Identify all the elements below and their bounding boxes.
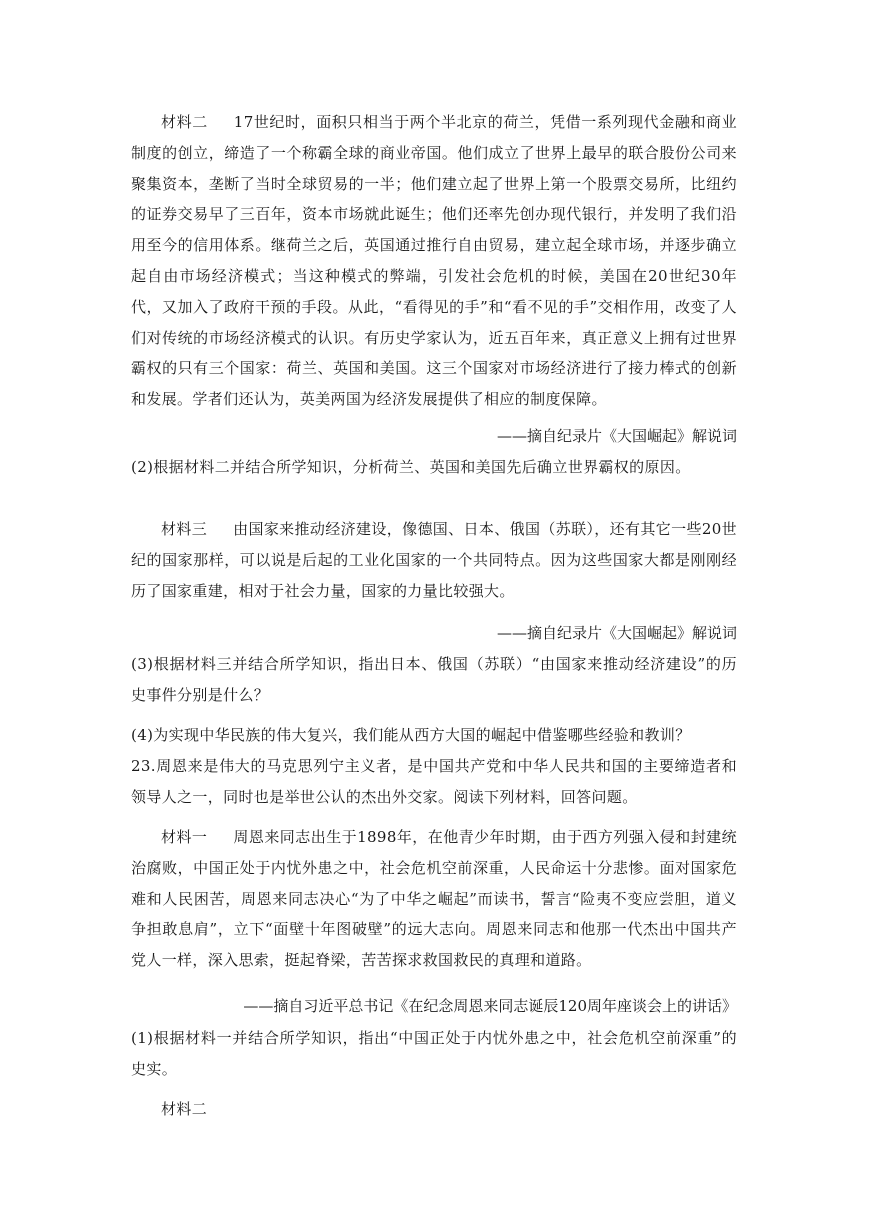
- material-label: 材料二: [161, 1100, 208, 1118]
- material-text: 周恩来同志出生于1898年，在他青少年时期，由于西方列强入侵和封建统治腐败，中国正处于内忧外患之中，社会危机空前深重，人民命运十分悲惨。面对国家危难和人民困苦，周恩来同志决心“为了中华之崛起”而读书，誓言“险夷不变应尝胆，道义争担敢息肩”，立下“面壁十年图破壁”的远大志向。周恩来同志和他那一代杰出中国共产党人一样，深入思索，挺起脊梁，苦苦探求救国救民的真理和道路。: [131, 828, 737, 970]
- material-three-paragraph: [131, 514, 737, 606]
- source-citation: ——摘自纪录片《大国崛起》解说词: [496, 624, 737, 642]
- material-label: 材料一: [161, 828, 208, 846]
- question-2: (2)根据材料二并结合所学知识，分析荷兰、英国和美国先后确立世界霸权的原因。: [131, 458, 691, 476]
- material-text: 由国家来推动经济建设，像德国、日本、俄国（苏联），还有其它一些20世纪的国家那样，可以说是后起的工业化国家的一个共同特点。因为这些国家大都是刚刚经历了国家重建，相对于社会力量，国家的力量比较强大。: [131, 520, 737, 600]
- material-label: 材料二: [161, 113, 208, 131]
- material-text: 17世纪时，面积只相当于两个半北京的荷兰，凭借一系列现代金融和商业制度的创立，缔造了一个称霸全球的商业帝国。他们成立了世界上最早的联合股份公司来聚集资本，垄断了当时全球贸易的一半；他们建立起了世界上第一个股票交易所，比纽约的证券交易早了三百年，资本市场就此诞生；他们还率先创办现代银行，并发明了我们沿用至今的信用体系。继荷兰之后，英国通过推行自由贸易，建立起全球市场，并逐步确立起自由市场经济模式；当这种模式的弊端，引发社会危机的时候，美国在20世纪30年代，又加入了政府干预的手段。从此，“看得见的手”和“看不见的手”交相作用，改变了人们对传统的市场经济模式的认识。有历史学家认为，近五百年来，真正意义上拥有过世界霸权的只有三个国家：荷兰、英国和美国。这三个国家对市场经济进行了接力棒式的创新和发展。学者们还认为，英美两国为经济发展提供了相应的制度保障。: [131, 113, 738, 409]
- question-23: 23.周恩来是伟大的马克思列宁主义者，是中国共产党和中华人民共和国的主要缔造者和领导人之一，同时也是举世公认的杰出外交家。阅读下列材料，回答问题。: [131, 757, 737, 806]
- material-two-heading: [131, 1094, 737, 1125]
- material-label: 材料三: [161, 520, 208, 538]
- question-3: (3)根据材料三并结合所学知识，指出日本、俄国（苏联）“由国家来推动经济建设”的历史事件分别是什么？: [131, 655, 737, 704]
- source-citation: ——摘自纪录片《大国崛起》解说词: [496, 427, 737, 445]
- source-citation: ——摘自习近平总书记《在纪念周恩来同志诞辰120周年座谈会上的讲话》: [243, 997, 737, 1015]
- material-two-paragraph: [131, 107, 737, 415]
- question-4: (4)为实现中华民族的伟大复兴，我们能从西方大国的崛起中借鉴哪些经验和教训？: [131, 726, 691, 744]
- material-one-paragraph: [131, 822, 737, 976]
- question-1: (1)根据材料一并结合所学知识，指出“中国正处于内忧外患之中，社会危机空前深重”的史实。: [131, 1029, 737, 1078]
